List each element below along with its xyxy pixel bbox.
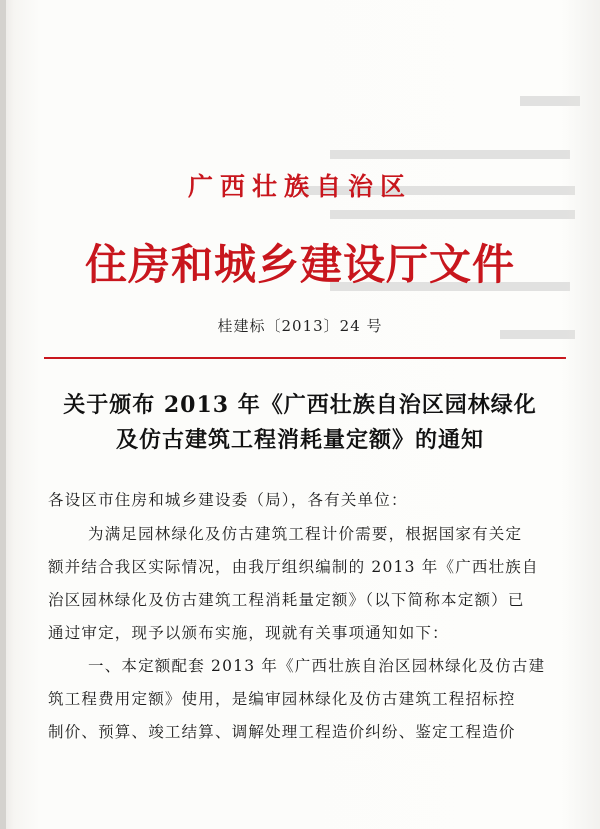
paragraph-2-line-1: 一、本定额配套 2013 年《广西壮族自治区园林绿化及仿古建 — [88, 657, 546, 675]
paragraph-1-line-2: 额并结合我区实际情况，由我厅组织编制的 2013 年《广西壮族自 — [48, 558, 539, 576]
red-divider-rule — [44, 357, 566, 359]
issuer-region-heading: 广西壮族自治区 — [187, 172, 412, 201]
notice-title-line-1: 关于颁布 2013 年《广西壮族自治区园林绿化 — [63, 392, 537, 418]
paragraph-2-line-3: 制价、预算、竣工结算、调解处理工程造价纠纷、鉴定工程造价 — [48, 723, 516, 741]
paragraph-1-line-1: 为满足园林绿化及仿古建筑工程计价需要，根据国家有关定 — [88, 525, 523, 543]
notice-title-line-2: 及仿古建筑工程消耗量定额》的通知 — [115, 427, 484, 453]
page-right-margin — [562, 0, 600, 829]
paragraph-2-line-2: 筑工程费用定额》使用，是编审园林绿化及仿古建筑工程招标控 — [48, 690, 516, 708]
addressee-line: 各设区市住房和城乡建设委（局），各有关单位： — [48, 491, 408, 509]
paragraph-1-line-4: 通过审定，现予以颁布实施，现就有关事项通知如下： — [48, 624, 449, 642]
issuer-department-heading: 住房和城乡建设厅文件 — [84, 240, 515, 289]
paragraph-1-line-3: 治区园林绿化及仿古建筑工程消耗量定额》（以下简称本定额）已 — [48, 591, 525, 609]
bleed-through-4 — [330, 210, 575, 219]
document-number: 桂建标〔2013〕24 号 — [217, 317, 383, 335]
bleed-through-2 — [330, 150, 570, 159]
